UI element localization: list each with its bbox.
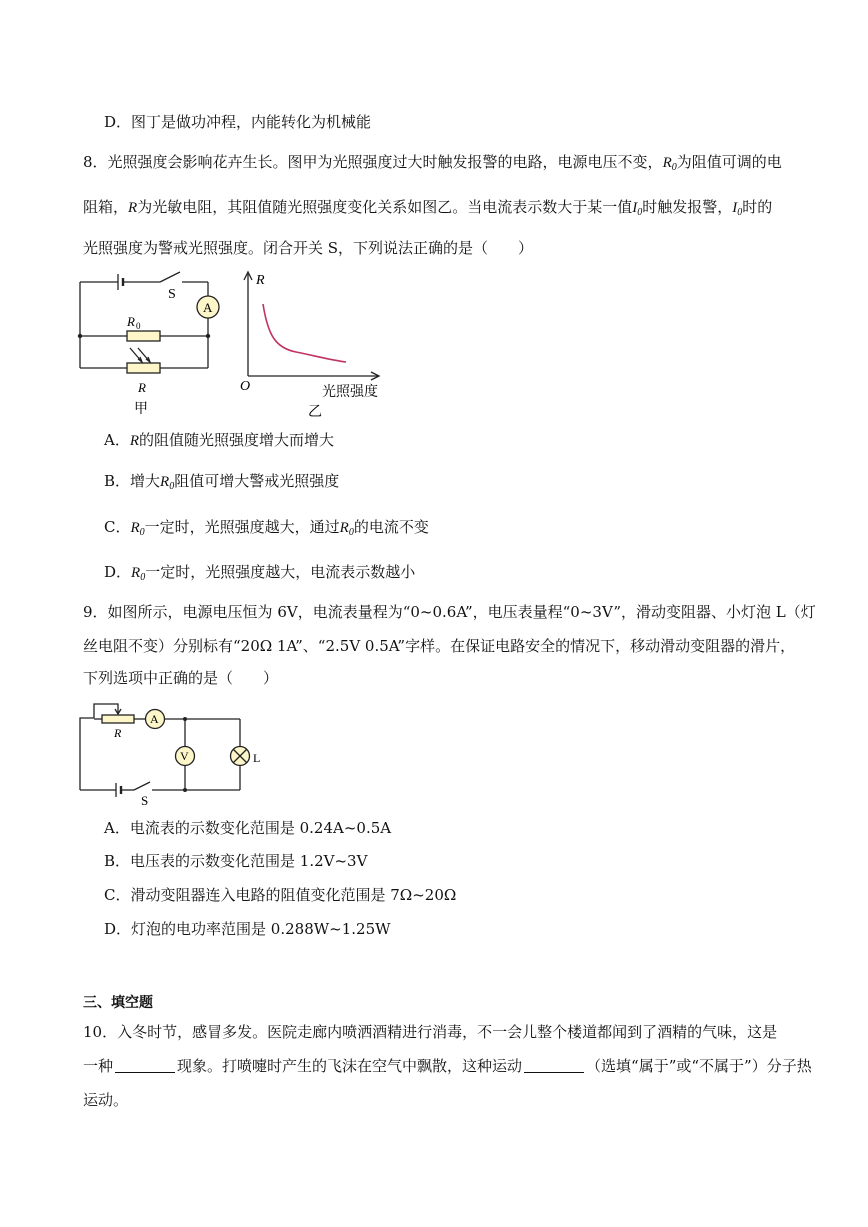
q9-stem-line1: 9．如图所示，电源电压恒为 6V，电流表量程为“0~0.6A”，电压表量程“0~3V”，滑动变阻器、小灯泡 L（灯 xyxy=(83,603,816,621)
q8-figure-yi xyxy=(236,266,406,422)
yi-origin-label: O xyxy=(240,379,251,394)
q9-option-a: A．电流表的示数变化范围是 0.24A~0.5A xyxy=(104,819,392,837)
yi-x-label: 光照强度 xyxy=(322,385,378,400)
q10-blank-1[interactable] xyxy=(115,1058,175,1073)
q8-line1-a: 8．光照强度会影响花卉生长。图甲为光照强度过大时触发报警的电路，电源电压不变， xyxy=(83,153,663,171)
switch-blade xyxy=(160,272,180,282)
q9-r-label: R xyxy=(114,726,122,740)
q8-stem-line3: 光照强度为警戒光照强度。闭合开关 S，下列说法正确的是（ ） xyxy=(83,239,534,257)
q8-stem-line2 xyxy=(83,197,772,223)
q8-var-r0: $R_0$ xyxy=(662,155,677,173)
q8-option-d: D．$R_0$一定时，光照强度越大，电流表示数越小 xyxy=(104,563,416,583)
q9-voltmeter-label: V xyxy=(180,749,189,763)
q8-line2-a: 阻箱， xyxy=(83,198,129,216)
yi-y-label: R xyxy=(256,273,265,288)
q9-figure-circuit xyxy=(72,698,272,810)
q8-line2-c: 时触发报警， xyxy=(642,198,733,216)
r-vs-light-curve xyxy=(263,304,346,362)
q8-stem-line1 xyxy=(83,152,782,178)
q8-option-c: C．$R_0$一定时，光照强度越大，通过$R_0$的电流不变 xyxy=(104,518,429,538)
q9-ammeter-label: A xyxy=(150,712,159,726)
resistor-r0-symbol xyxy=(127,331,160,341)
jia-ammeter-label: A xyxy=(203,300,213,315)
rheostat-r-symbol xyxy=(102,715,134,723)
jia-switch-label: S xyxy=(168,287,176,302)
q8-figure-jia xyxy=(72,270,232,420)
q9-switch-label: S xyxy=(141,793,149,808)
photoresistor-r-symbol xyxy=(127,363,160,373)
q9-lamp-label: L xyxy=(253,751,261,765)
q9-option-c: C．滑动变阻器连入电路的阻值变化范围是 7Ω~20Ω xyxy=(104,886,457,904)
section-fill-in-title: 三、填空题 xyxy=(83,995,153,1011)
q10-line3: 运动。 xyxy=(83,1091,129,1109)
q8-var-i0-b: $I_0$ xyxy=(732,200,743,218)
jia-r0-label: R xyxy=(127,314,135,329)
q8-option-a: A．R的阻值随光照强度增大而增大 xyxy=(104,431,335,449)
jia-r-label: R xyxy=(138,380,146,395)
q8-line1-b: 为阻值可调的电 xyxy=(676,153,782,171)
q9-stem-line2: 丝电阻不变）分别标有“20Ω 1A”、“2.5V 0.5A”字样。在保证电路安全的情况下，移动滑动变阻器的滑片， xyxy=(83,637,796,655)
jia-r0-sub: 0 xyxy=(136,321,141,331)
q10-blank-2[interactable] xyxy=(524,1058,584,1073)
q8-var-i0: $I_0$ xyxy=(632,200,643,218)
yi-caption: 乙 xyxy=(308,405,322,420)
q9-option-b: B．电压表的示数变化范围是 1.2V~3V xyxy=(104,852,368,870)
q8-var-r: R xyxy=(128,200,138,216)
q10-line1: 10．入冬时节，感冒多发。医院走廊内喷洒酒精进行消毒，不一会儿整个楼道都闻到了酒精的气味，这是 xyxy=(83,1023,778,1041)
q9-option-d: D．灯泡的电功率范围是 0.288W~1.25W xyxy=(104,920,391,938)
q8-option-b: B．增大$R_0$阻值可增大警戒光照强度 xyxy=(104,472,340,492)
q8-line2-b: 为光敏电阻，其阻值随光照强度变化关系如图乙。当电流表示数大于某一值 xyxy=(137,198,633,216)
q8-line2-d: 时的 xyxy=(742,198,773,216)
q10-line2: 一种 现象。打喷嚏时产生的飞沫在空气中飘散，这种运动 （选填“属于”或“不属于”）分子热 xyxy=(83,1057,812,1075)
q9-switch-blade xyxy=(134,782,150,790)
q9-stem-line3: 下列选项中正确的是（ ） xyxy=(83,669,279,687)
q7-option-d: D．图丁是做功冲程，内能转化为机械能 xyxy=(104,113,372,131)
jia-caption: 甲 xyxy=(134,402,148,417)
